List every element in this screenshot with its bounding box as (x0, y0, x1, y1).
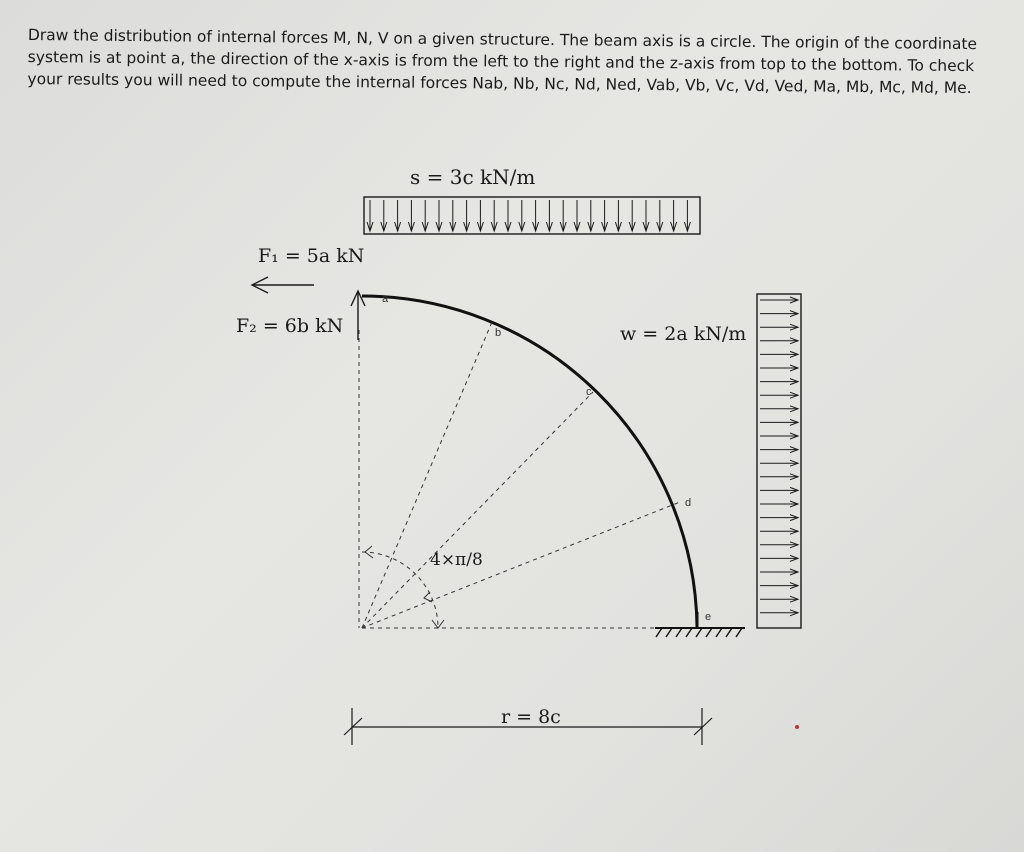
point-b-label: b (495, 327, 502, 339)
point-c-label: c (586, 386, 592, 398)
force-f2-label: F₂ = 6b kN (236, 315, 344, 337)
distributed-load-s (364, 197, 700, 234)
force-f2-arrow (351, 291, 365, 340)
point-d-label: d (685, 497, 692, 509)
radius-label: r = 8c (501, 706, 561, 728)
point-a-label: a (382, 293, 389, 305)
problem-statement: Draw the distribution of internal forces M, N, V on a given structure. The beam axis is a circle. The origin of the coordinate system is at point a, the direction of the x-axis is from the left to the right and the z-axis from top to the bottom. To check your results you will need to compute the internal forces Nab, Nb, Nc, Nd, Ned, Vab, Vb, Vc, Vd, Ved, Ma, Mb, Mc, Md, Me. (27, 25, 978, 98)
distributed-load-w (757, 294, 801, 628)
angle-label: 4×π/8 (430, 550, 483, 570)
fixed-support (655, 628, 745, 637)
point-e-label: e (705, 611, 712, 623)
circular-beam-axis (362, 296, 697, 626)
construction-lines (359, 322, 695, 628)
load-s-label: s = 3c kN/m (410, 165, 536, 189)
force-f1-label: F₁ = 5a kN (258, 245, 365, 267)
red-mark (795, 725, 799, 729)
load-w-label: w = 2a kN/m (620, 323, 747, 345)
force-f1-arrow (252, 277, 314, 293)
